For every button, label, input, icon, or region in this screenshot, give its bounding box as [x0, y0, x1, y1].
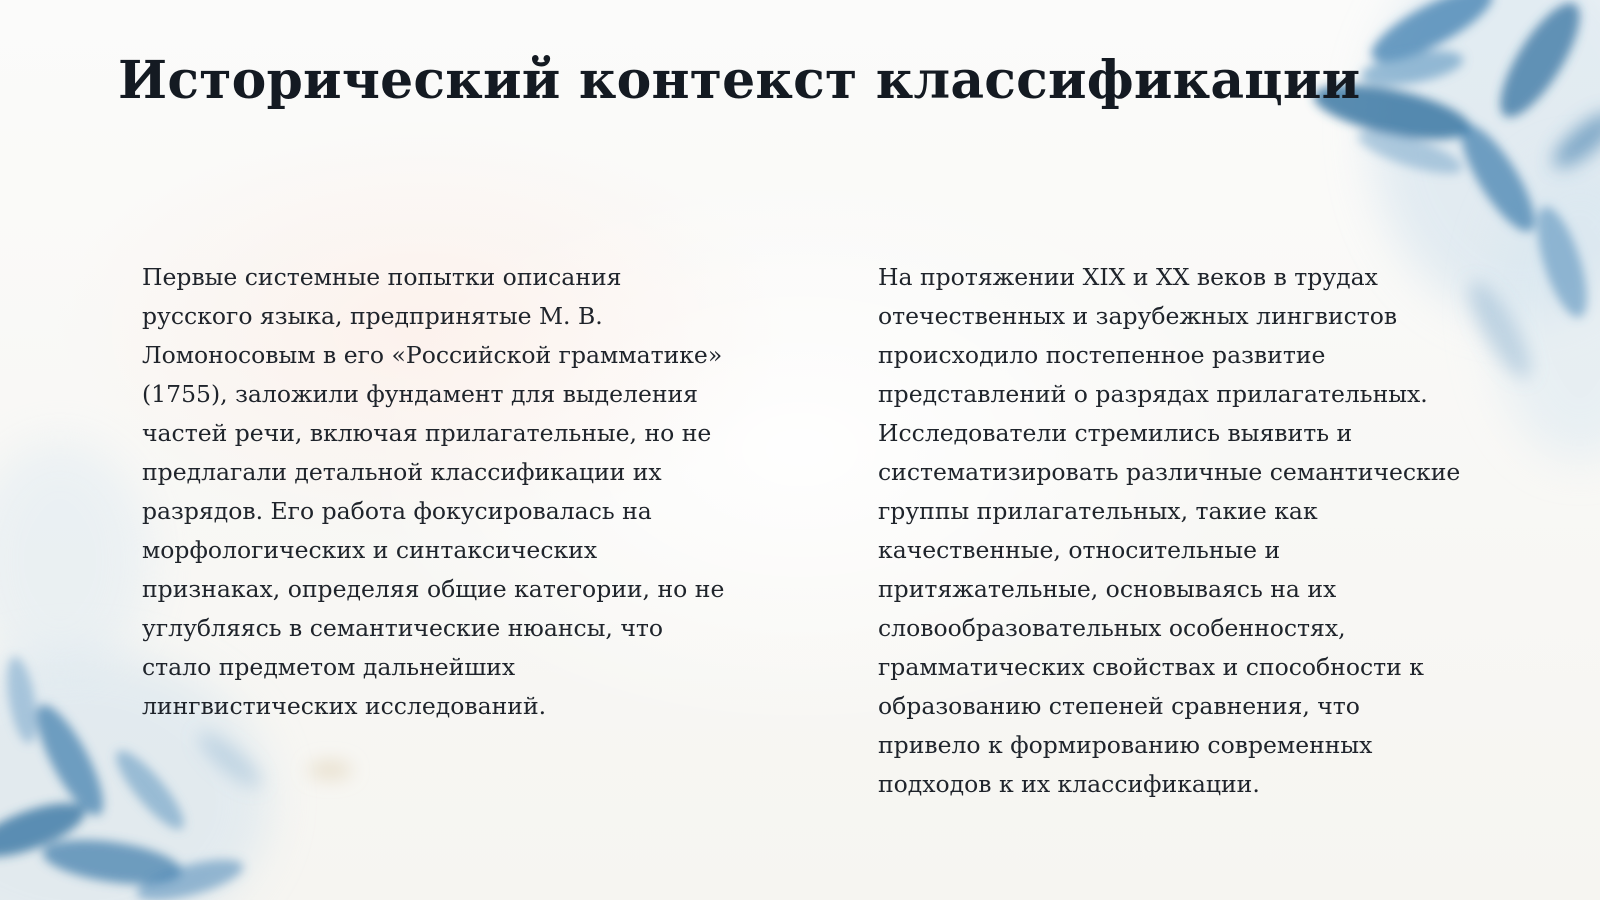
left-column-text: Первые системные попытки описания русского языка, предпринятые М. В. Ломоносовым в его «Российской грамматике» (1755), заложили фундамент для выделения частей речи, включая прилагательные, но не предлагали детальной классификации их разрядов. Его работа фокусировалась на морфологических и синтаксических признаках, определяя общие категории, но не углубляясь в семантические нюансы, что стало предметом дальнейших лингвистических исследований.: [142, 263, 725, 720]
slide-title: Исторический контекст классификации: [118, 50, 1361, 111]
right-column-text: На протяжении XIX и XX веков в трудах отечественных и зарубежных лингвистов происходило постепенное развитие представлений о разрядах прилагательных. Исследователи стремились выявить и систематизировать различные семантические группы прилагательных, такие как качественные, относительные и притяжательные, основываясь на их словообразовательных особенностях, грамматических свойствах и способности к образованию степеней сравнения, что привело к формированию современных подходов к их классификации.: [878, 263, 1461, 798]
